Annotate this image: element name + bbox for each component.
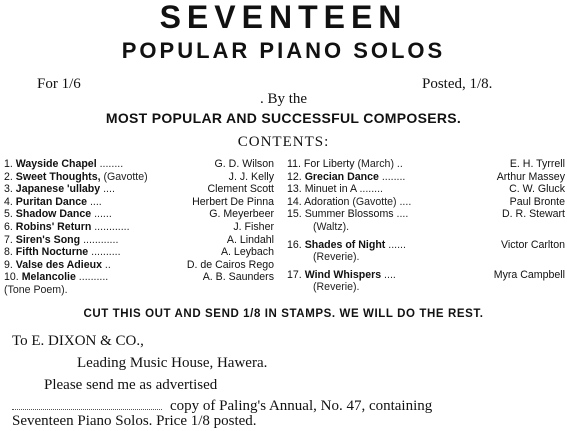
address-house: Leading Music House, Hawera.	[77, 355, 268, 371]
list-item-note: (Tone Poem).	[4, 283, 68, 296]
page-subtitle: POPULAR PIANO SOLOS	[121, 38, 446, 63]
list-item: 13. Minuet in A ........ C. W. Gluck	[287, 183, 565, 196]
list-item: 15. Summer Blossoms .... D. R. Stewart	[287, 208, 565, 221]
price-right: Posted, 1/8.	[422, 76, 493, 92]
address-to: To E. DIXON & CO.,	[12, 333, 144, 349]
blank-line[interactable]	[12, 397, 162, 410]
list-item: 7. Siren's Song ............ A. Lindahl	[4, 233, 274, 246]
list-item: 8. Fifth Nocturne .......... A. Leybach	[4, 246, 274, 259]
list-item: 6. Robins' Return ............ J. Fisher	[4, 220, 274, 233]
list-item: 9. Valse des Adieux .. D. de Cairos Rego	[4, 258, 274, 271]
list-item: 16. Shades of Night ...... Victor Carlton	[287, 238, 565, 251]
page-title: SEVENTEEN	[159, 0, 408, 35]
order-copy-line: copy of Paling's Annual, No. 47, containing	[12, 397, 432, 415]
list-item: 1. Wayside Chapel ........ G. D. Wilson	[4, 158, 274, 170]
order-request: Please send me as advertised	[44, 377, 218, 393]
cut-out-instruction: CUT THIS OUT AND SEND 1/8 IN STAMPS. WE WILL DO THE REST.	[83, 308, 484, 320]
list-item-note: (Reverie).	[313, 251, 360, 264]
list-item-note: (Waltz).	[313, 220, 350, 233]
list-item: 5. Shadow Dance ...... G. Meyerbeer	[4, 208, 274, 221]
list-item: 14. Adoration (Gavotte) .... Paul Bronte	[287, 195, 565, 208]
price-left: For 1/6	[37, 76, 81, 92]
order-summary: Seventeen Piano Solos. Price 1/8 posted.	[12, 413, 257, 429]
list-item: 4. Puritan Dance .... Herbert De Pinna	[4, 195, 274, 208]
contents-heading: CONTENTS:	[237, 134, 330, 150]
composers-line: MOST POPULAR AND SUCCESSFUL COMPOSERS.	[105, 110, 462, 126]
list-item: 2. Sweet Thoughts, (Gavotte) J. J. Kelly	[4, 170, 274, 183]
list-item: 3. Japanese 'ullaby .... Clement Scott	[4, 183, 274, 196]
by-line: . By the	[259, 91, 308, 107]
contents-right-column	[287, 158, 565, 294]
list-item: 17. Wind Whispers .... Myra Campbell	[287, 268, 565, 281]
contents-left-column	[4, 158, 274, 297]
list-item-note: (Reverie).	[313, 281, 360, 294]
list-item: 11. For Liberty (March) .. E. H. Tyrrell	[287, 158, 565, 170]
list-item: 12. Grecian Dance ........ Arthur Massey	[287, 170, 565, 183]
list-item: 10. Melancolie .......... A. B. Saunders	[4, 271, 274, 284]
